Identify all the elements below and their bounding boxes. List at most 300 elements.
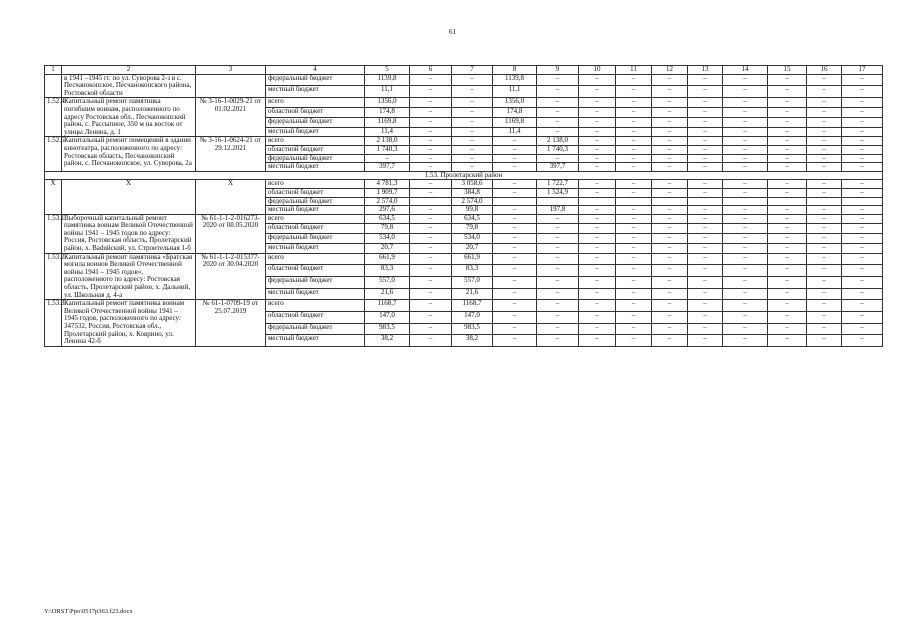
value-cell: –	[842, 243, 883, 253]
header-cell: 5	[365, 66, 410, 75]
budget-source: федеральный бюджет	[266, 323, 365, 335]
header-cell: 11	[616, 66, 652, 75]
value-cell: –	[452, 86, 493, 98]
value-cell: –	[807, 300, 842, 312]
value-cell: –	[579, 108, 616, 118]
value-cell: –	[493, 311, 537, 323]
value-cell: –	[452, 137, 493, 146]
value-cell: 2 574,0	[365, 197, 410, 206]
value-cell: –	[652, 108, 688, 118]
value-cell: –	[723, 243, 768, 253]
value-cell: –	[723, 214, 768, 224]
value-cell: –	[616, 188, 652, 197]
value-cell: 983,5	[365, 323, 410, 335]
value-cell: –	[768, 180, 807, 189]
value-cell: –	[842, 323, 883, 335]
value-cell: –	[652, 276, 688, 288]
value-cell: –	[842, 288, 883, 300]
header-cell: 14	[723, 66, 768, 75]
value-cell: –	[842, 117, 883, 127]
value-cell: –	[842, 188, 883, 197]
value-cell: –	[616, 154, 652, 163]
value-cell: –	[579, 145, 616, 154]
row-number: 1.52.4.	[45, 98, 62, 137]
value-cell: –	[579, 300, 616, 312]
value-cell: –	[410, 300, 452, 312]
value-cell: 634,5	[365, 214, 410, 224]
value-cell: –	[493, 323, 537, 335]
value-cell: –	[410, 145, 452, 154]
header-cell: 16	[807, 66, 842, 75]
value-cell: –	[537, 127, 579, 137]
value-cell: –	[652, 163, 688, 172]
value-cell: –	[807, 224, 842, 234]
value-cell: –	[493, 234, 537, 244]
budget-source: всего	[266, 300, 365, 312]
value-cell: –	[768, 234, 807, 244]
value-cell: –	[768, 145, 807, 154]
value-cell: 557,0	[365, 276, 410, 288]
budget-source: всего	[266, 137, 365, 146]
value-cell: –	[652, 86, 688, 98]
value-cell: –	[616, 323, 652, 335]
value-cell: 1139,8	[365, 74, 410, 86]
value-cell: –	[842, 311, 883, 323]
value-cell: –	[842, 265, 883, 277]
value-cell: 384,8	[452, 188, 493, 197]
value-cell: –	[579, 117, 616, 127]
value-cell: –	[688, 117, 723, 127]
value-cell: –	[452, 163, 493, 172]
value-cell: –	[807, 234, 842, 244]
value-cell: –	[410, 137, 452, 146]
object-name: Капитальный ремонт памятника погибшим воинам, расположенного по адресу Ростовская обл., Песчанокопский район, с. Рассыпное, 350 м на восток от улицы Ленина, д. 1	[62, 98, 196, 137]
value-cell: –	[579, 276, 616, 288]
value-cell: 1 740,3	[365, 145, 410, 154]
object-name: Выборочный капитальный ремонт памятника воинам Великой Отечественной войны 1941 – 1945 годов по адресу: Россия, Ростовская область, Пролетарский район, х. Ваduйский, ул. Строительная 1-б	[62, 214, 196, 253]
object-name: Капитальный ремонт памятника «Братская могила воинов Великой Отечественной войны 1941 – 1945 годов», расположенного по адресу: Ростовская область, Пролетарский район, х. Дальний, ул. Школьная д. 4-а	[62, 253, 196, 300]
table-row	[45, 214, 883, 224]
budget-source: всего	[266, 253, 365, 265]
value-cell: –	[616, 214, 652, 224]
header-cell: 17	[842, 66, 883, 75]
budget-source: местный бюджет	[266, 163, 365, 172]
object-name: Х	[62, 180, 196, 214]
value-cell: –	[688, 214, 723, 224]
value-cell: –	[723, 300, 768, 312]
value-cell: 1 722,7	[537, 180, 579, 189]
district-title: 1.53. Пролетарский район	[45, 171, 883, 180]
header-cell: 6	[410, 66, 452, 75]
value-cell: –	[807, 206, 842, 215]
value-cell: –	[723, 145, 768, 154]
value-cell: 1169,8	[493, 117, 537, 127]
value-cell: –	[452, 117, 493, 127]
value-cell: –	[537, 224, 579, 234]
value-cell: –	[842, 154, 883, 163]
value-cell: –	[652, 154, 688, 163]
value-cell: –	[452, 98, 493, 108]
value-cell: –	[410, 214, 452, 224]
value-cell: –	[768, 224, 807, 234]
value-cell: –	[410, 127, 452, 137]
value-cell: –	[537, 234, 579, 244]
value-cell: –	[807, 243, 842, 253]
value-cell: –	[688, 253, 723, 265]
document-number: № 3-16-1-0624-21 от 29.12.2021	[196, 137, 266, 171]
value-cell: –	[616, 180, 652, 189]
value-cell: –	[768, 137, 807, 146]
value-cell: –	[688, 137, 723, 146]
value-cell: 1168,7	[365, 300, 410, 312]
budget-source: федеральный бюджет	[266, 197, 365, 206]
value-cell: –	[410, 224, 452, 234]
value-cell: –	[493, 145, 537, 154]
value-cell: –	[842, 137, 883, 146]
value-cell: –	[493, 265, 537, 277]
value-cell: 4 781,3	[365, 180, 410, 189]
value-cell: 147,0	[452, 311, 493, 323]
value-cell: –	[723, 224, 768, 234]
budget-source: областной бюджет	[266, 311, 365, 323]
value-cell: –	[537, 265, 579, 277]
budget-source: областной бюджет	[266, 265, 365, 277]
value-cell: –	[452, 74, 493, 86]
value-cell: –	[579, 243, 616, 253]
value-cell: 2 574,0	[452, 197, 493, 206]
value-cell: –	[723, 206, 768, 215]
document-number: № 3-16-1-0029-21 от 01.02.2021	[196, 98, 266, 137]
value-cell: –	[807, 265, 842, 277]
value-cell: –	[652, 300, 688, 312]
object-name: Капитальный ремонт помещений в здании кинотеатра, расположенного по адресу: Ростовская область, Песчанокопский район, с. Песчанокопское, ул. Суворова, 2а	[62, 137, 196, 171]
header-cell: 2	[62, 66, 196, 75]
budget-source: областной бюджет	[266, 224, 365, 234]
value-cell: 11,4	[365, 127, 410, 137]
value-cell: –	[768, 108, 807, 118]
value-cell: –	[616, 137, 652, 146]
value-cell: –	[768, 117, 807, 127]
row-number: 1.53.3.	[45, 300, 62, 347]
value-cell: –	[410, 74, 452, 86]
value-cell: –	[652, 265, 688, 277]
value-cell: –	[452, 145, 493, 154]
value-cell: 557,0	[452, 276, 493, 288]
value-cell: –	[537, 243, 579, 253]
value-cell: –	[410, 311, 452, 323]
value-cell: –	[688, 74, 723, 86]
value-cell: 1168,7	[452, 300, 493, 312]
value-cell: –	[652, 288, 688, 300]
value-cell: –	[688, 145, 723, 154]
budget-source: федеральный бюджет	[266, 276, 365, 288]
value-cell: –	[723, 265, 768, 277]
value-cell: 20,7	[365, 243, 410, 253]
budget-source: федеральный бюджет	[266, 74, 365, 86]
value-cell: –	[579, 98, 616, 108]
value-cell: –	[537, 311, 579, 323]
value-cell: –	[537, 323, 579, 335]
budget-source: федеральный бюджет	[266, 234, 365, 244]
value-cell: –	[537, 108, 579, 118]
value-cell: 147,0	[365, 311, 410, 323]
value-cell: 197,8	[537, 206, 579, 215]
value-cell: 3 058,6	[452, 180, 493, 189]
value-cell: –	[652, 335, 688, 347]
value-cell: –	[616, 145, 652, 154]
value-cell: –	[768, 300, 807, 312]
value-cell: –	[493, 253, 537, 265]
value-cell: 661,9	[452, 253, 493, 265]
header-cell: 9	[537, 66, 579, 75]
value-cell: –	[616, 265, 652, 277]
object-name: Капитальный ремонт памятника воинам Великой Отечественной войны 1941 – 1945 годов, расположенного по адресу: 347532, Россия, Ростовская обл., Пролетарский район, х. Коврино, ул. Ленина 42-б	[62, 300, 196, 347]
value-cell: –	[410, 117, 452, 127]
value-cell: –	[616, 127, 652, 137]
value-cell: –	[616, 300, 652, 312]
table-row	[45, 137, 883, 146]
value-cell: –	[768, 154, 807, 163]
value-cell: –	[688, 180, 723, 189]
value-cell: –	[768, 243, 807, 253]
value-cell: –	[493, 154, 537, 163]
value-cell: –	[616, 206, 652, 215]
value-cell: –	[579, 163, 616, 172]
value-cell: –	[688, 127, 723, 137]
value-cell: 83,3	[452, 265, 493, 277]
value-cell: –	[616, 335, 652, 347]
value-cell: –	[537, 154, 579, 163]
value-cell: –	[723, 154, 768, 163]
value-cell: 1 740,3	[537, 145, 579, 154]
value-cell: 1169,8	[365, 117, 410, 127]
value-cell: –	[493, 137, 537, 146]
value-cell: –	[807, 98, 842, 108]
value-cell: –	[616, 253, 652, 265]
value-cell: –	[652, 206, 688, 215]
value-cell: –	[652, 243, 688, 253]
budget-source: местный бюджет	[266, 86, 365, 98]
value-cell: –	[688, 311, 723, 323]
value-cell: –	[579, 311, 616, 323]
value-cell: –	[768, 98, 807, 108]
value-cell: –	[768, 323, 807, 335]
document-number	[196, 74, 266, 98]
value-cell: –	[579, 154, 616, 163]
value-cell: –	[410, 253, 452, 265]
value-cell: 2 138,0	[537, 137, 579, 146]
value-cell: –	[688, 234, 723, 244]
value-cell: –	[579, 86, 616, 98]
value-cell: –	[616, 311, 652, 323]
header-cell: 15	[768, 66, 807, 75]
value-cell: –	[652, 74, 688, 86]
value-cell: 397,7	[537, 163, 579, 172]
value-cell: –	[579, 234, 616, 244]
value-cell: –	[688, 163, 723, 172]
value-cell: –	[616, 276, 652, 288]
budget-source: местный бюджет	[266, 335, 365, 347]
value-cell: –	[768, 163, 807, 172]
value-cell: 661,9	[365, 253, 410, 265]
value-cell: –	[579, 74, 616, 86]
value-cell: –	[493, 335, 537, 347]
value-cell: –	[493, 206, 537, 215]
value-cell: –	[723, 180, 768, 189]
value-cell: –	[688, 188, 723, 197]
value-cell: –	[723, 98, 768, 108]
value-cell: –	[652, 145, 688, 154]
value-cell: –	[579, 214, 616, 224]
header-cell: 13	[688, 66, 723, 75]
value-cell: –	[579, 137, 616, 146]
value-cell: –	[410, 243, 452, 253]
value-cell: –	[807, 127, 842, 137]
value-cell: 1 909,7	[365, 188, 410, 197]
row-number: Х	[45, 180, 62, 214]
value-cell: –	[688, 98, 723, 108]
value-cell: –	[807, 276, 842, 288]
header-cell: 1	[45, 66, 62, 75]
value-cell: 1356,0	[493, 98, 537, 108]
value-cell: –	[493, 288, 537, 300]
value-cell: –	[807, 154, 842, 163]
value-cell: –	[723, 108, 768, 118]
budget-source: местный бюджет	[266, 288, 365, 300]
footer-file-path: Y:\ORST\Ppo\0517p363.f23.docx	[44, 608, 133, 615]
value-cell: 21,6	[365, 288, 410, 300]
value-cell: –	[768, 206, 807, 215]
value-cell: 38,2	[365, 335, 410, 347]
value-cell: –	[579, 265, 616, 277]
value-cell: 99,8	[452, 206, 493, 215]
value-cell: –	[723, 253, 768, 265]
value-cell: 2 138,0	[365, 137, 410, 146]
value-cell: –	[807, 323, 842, 335]
value-cell: –	[723, 137, 768, 146]
table-row	[45, 98, 883, 108]
value-cell: –	[537, 214, 579, 224]
value-cell: –	[688, 206, 723, 215]
value-cell: –	[842, 206, 883, 215]
document-number: № 61-1-1-2-016273-2020 от 08.05.2020	[196, 214, 266, 253]
value-cell: –	[616, 243, 652, 253]
value-cell: –	[537, 276, 579, 288]
row-number: 1.53.1.	[45, 214, 62, 253]
budget-source: всего	[266, 98, 365, 108]
budget-source: федеральный бюджет	[266, 117, 365, 127]
value-cell: –	[768, 74, 807, 86]
budget-source: местный бюджет	[266, 127, 365, 137]
value-cell: –	[616, 224, 652, 234]
value-cell: –	[452, 108, 493, 118]
value-cell: –	[688, 265, 723, 277]
value-cell: –	[768, 253, 807, 265]
value-cell: –	[842, 145, 883, 154]
value-cell: –	[807, 145, 842, 154]
value-cell: –	[842, 163, 883, 172]
value-cell: –	[537, 335, 579, 347]
header-cell: 10	[579, 66, 616, 75]
value-cell: –	[410, 180, 452, 189]
value-cell: –	[616, 86, 652, 98]
value-cell: –	[579, 323, 616, 335]
value-cell: 174,8	[493, 108, 537, 118]
value-cell: –	[807, 108, 842, 118]
value-cell: –	[723, 288, 768, 300]
row-number: 1.53.2.	[45, 253, 62, 300]
value-cell: –	[410, 323, 452, 335]
value-cell: –	[807, 137, 842, 146]
row-number	[45, 74, 62, 98]
value-cell: –	[579, 335, 616, 347]
value-cell: –	[652, 180, 688, 189]
value-cell: –	[688, 86, 723, 98]
value-cell: –	[688, 108, 723, 118]
value-cell: –	[652, 224, 688, 234]
value-cell: –	[723, 323, 768, 335]
value-cell: –	[842, 214, 883, 224]
value-cell: –	[652, 188, 688, 197]
value-cell: 534,0	[365, 234, 410, 244]
value-cell: –	[688, 335, 723, 347]
value-cell: –	[842, 253, 883, 265]
table-row	[45, 253, 883, 265]
value-cell: –	[688, 154, 723, 163]
value-cell: –	[616, 288, 652, 300]
value-cell: –	[652, 127, 688, 137]
value-cell: –	[807, 117, 842, 127]
header-cell: 7	[452, 66, 493, 75]
value-cell: –	[537, 74, 579, 86]
value-cell: –	[807, 214, 842, 224]
budget-source: областной бюджет	[266, 188, 365, 197]
value-cell: –	[410, 188, 452, 197]
table-row	[45, 74, 883, 86]
value-cell: –	[688, 224, 723, 234]
value-cell: 11,1	[493, 86, 537, 98]
value-cell: –	[652, 253, 688, 265]
value-cell: 983,5	[452, 323, 493, 335]
value-cell: –	[842, 98, 883, 108]
row-number: 1.52.5.	[45, 137, 62, 171]
value-cell: –	[723, 163, 768, 172]
value-cell: –	[688, 276, 723, 288]
value-cell: –	[616, 108, 652, 118]
value-cell: –	[410, 86, 452, 98]
value-cell: –	[768, 127, 807, 137]
document-number: № 61-1-1-2-015377-2020 от 30.04.2020	[196, 253, 266, 300]
value-cell: –	[807, 180, 842, 189]
table-row	[45, 300, 883, 312]
value-cell: –	[842, 74, 883, 86]
value-cell: –	[537, 288, 579, 300]
budget-source: всего	[266, 214, 365, 224]
value-cell: –	[452, 127, 493, 137]
value-cell: –	[493, 163, 537, 172]
value-cell: –	[807, 288, 842, 300]
header-cell: 3	[196, 66, 266, 75]
value-cell: –	[768, 188, 807, 197]
value-cell: –	[688, 288, 723, 300]
value-cell: –	[768, 214, 807, 224]
value-cell: –	[807, 163, 842, 172]
value-cell: –	[410, 234, 452, 244]
value-cell: –	[842, 224, 883, 234]
value-cell: –	[652, 234, 688, 244]
value-cell: 11,1	[365, 86, 410, 98]
value-cell: –	[688, 243, 723, 253]
